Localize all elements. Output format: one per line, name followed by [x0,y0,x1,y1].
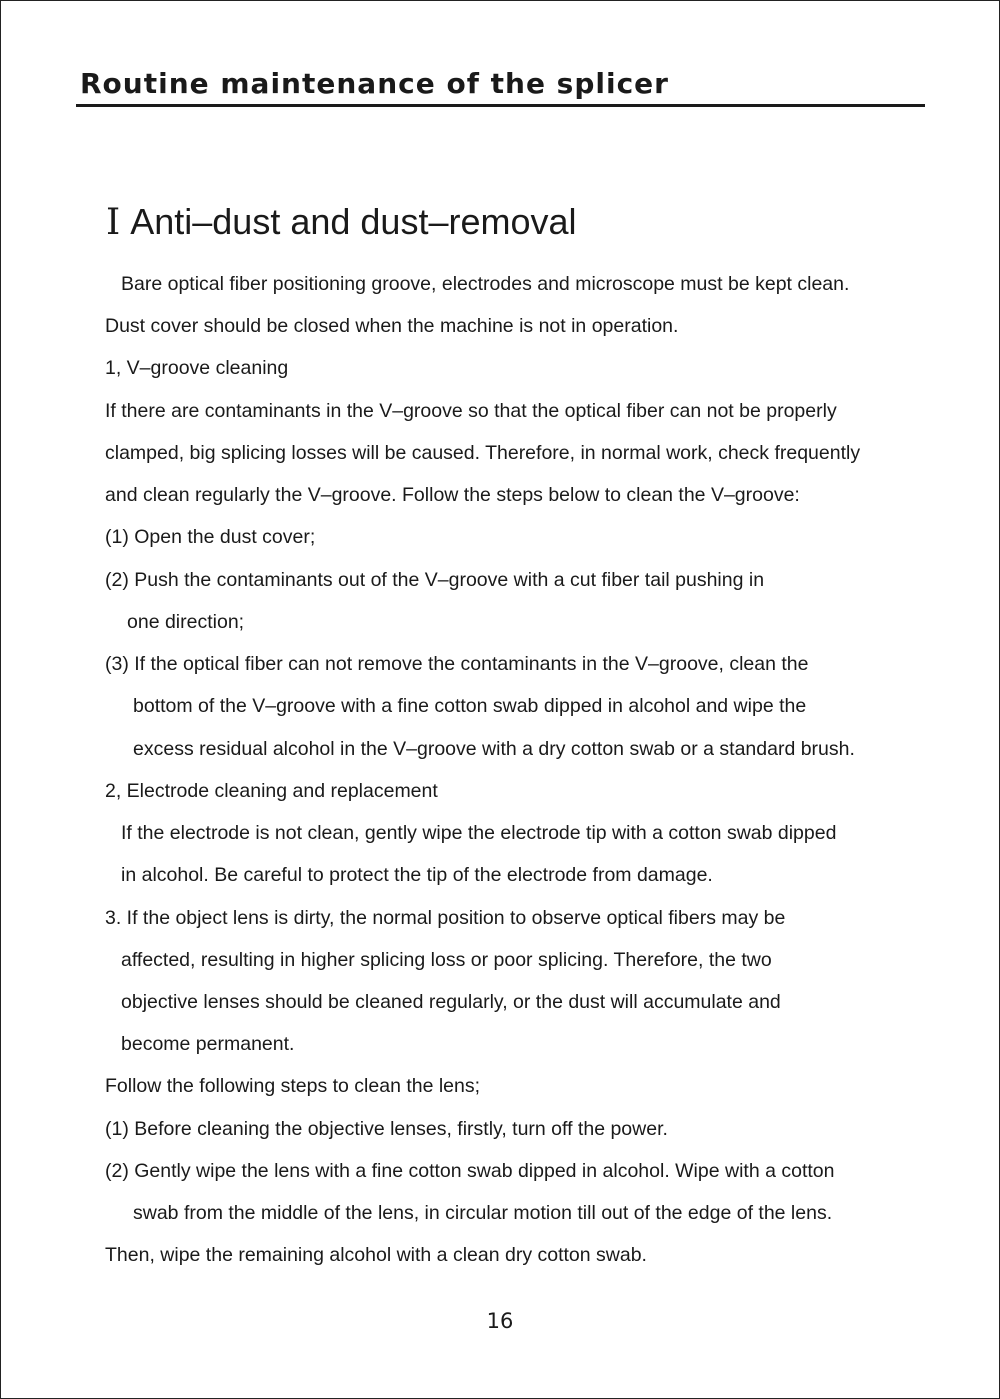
page-title: Routine maintenance of the splicer [80,67,669,100]
subheading-vgroove: 1, V–groove cleaning [105,357,289,379]
paragraph-line: in alcohol. Be careful to protect the tip of the electrode from damage. [121,864,713,886]
subheading-electrode: 2, Electrode cleaning and replacement [105,780,438,802]
section-title: Anti–dust and dust–removal [130,201,577,242]
section-numeral: Ⅰ [106,202,121,243]
title-underline [76,104,925,107]
step-item: (2) Gently wipe the lens with a fine cotton swab dipped in alcohol. Wipe with a cotton [105,1160,835,1182]
paragraph-line: clamped, big splicing losses will be caused. Therefore, in normal work, check frequently [105,442,861,464]
step-item-continuation: bottom of the V–groove with a fine cotton swab dipped in alcohol and wipe the [133,695,807,717]
paragraph-line: objective lenses should be cleaned regularly, or the dust will accumulate and [121,991,781,1013]
step-item: (2) Push the contaminants out of the V–groove with a cut fiber tail pushing in [105,569,765,591]
paragraph-line: Then, wipe the remaining alcohol with a clean dry cotton swab. [105,1244,647,1266]
step-item-continuation: swab from the middle of the lens, in circular motion till out of the edge of the lens. [133,1202,833,1224]
subheading-lens: 3. If the object lens is dirty, the normal position to observe optical fibers may be [105,907,786,929]
paragraph-line: affected, resulting in higher splicing loss or poor splicing. Therefore, the two [121,949,772,971]
step-item: (1) Open the dust cover; [105,526,316,548]
step-item-continuation: one direction; [127,611,245,633]
section-heading [106,201,577,243]
paragraph-line: If there are contaminants in the V–groove so that the optical fiber can not be properly [105,400,837,422]
paragraph-line: and clean regularly the V–groove. Follow the steps below to clean the V–groove: [105,484,800,506]
page-number: 16 [486,1309,514,1333]
paragraph-line: Dust cover should be closed when the machine is not in operation. [105,315,679,337]
step-item: (1) Before cleaning the objective lenses, firstly, turn off the power. [105,1118,668,1140]
paragraph-line: become permanent. [121,1033,295,1055]
step-item-continuation: excess residual alcohol in the V–groove with a dry cotton swab or a standard brush. [133,738,855,760]
paragraph-line: If the electrode is not clean, gently wipe the electrode tip with a cotton swab dipped [121,822,837,844]
paragraph-line: Follow the following steps to clean the lens; [105,1075,481,1097]
paragraph-line: Bare optical fiber positioning groove, electrodes and microscope must be kept clean. [121,273,850,295]
step-item: (3) If the optical fiber can not remove the contaminants in the V–groove, clean the [105,653,809,675]
